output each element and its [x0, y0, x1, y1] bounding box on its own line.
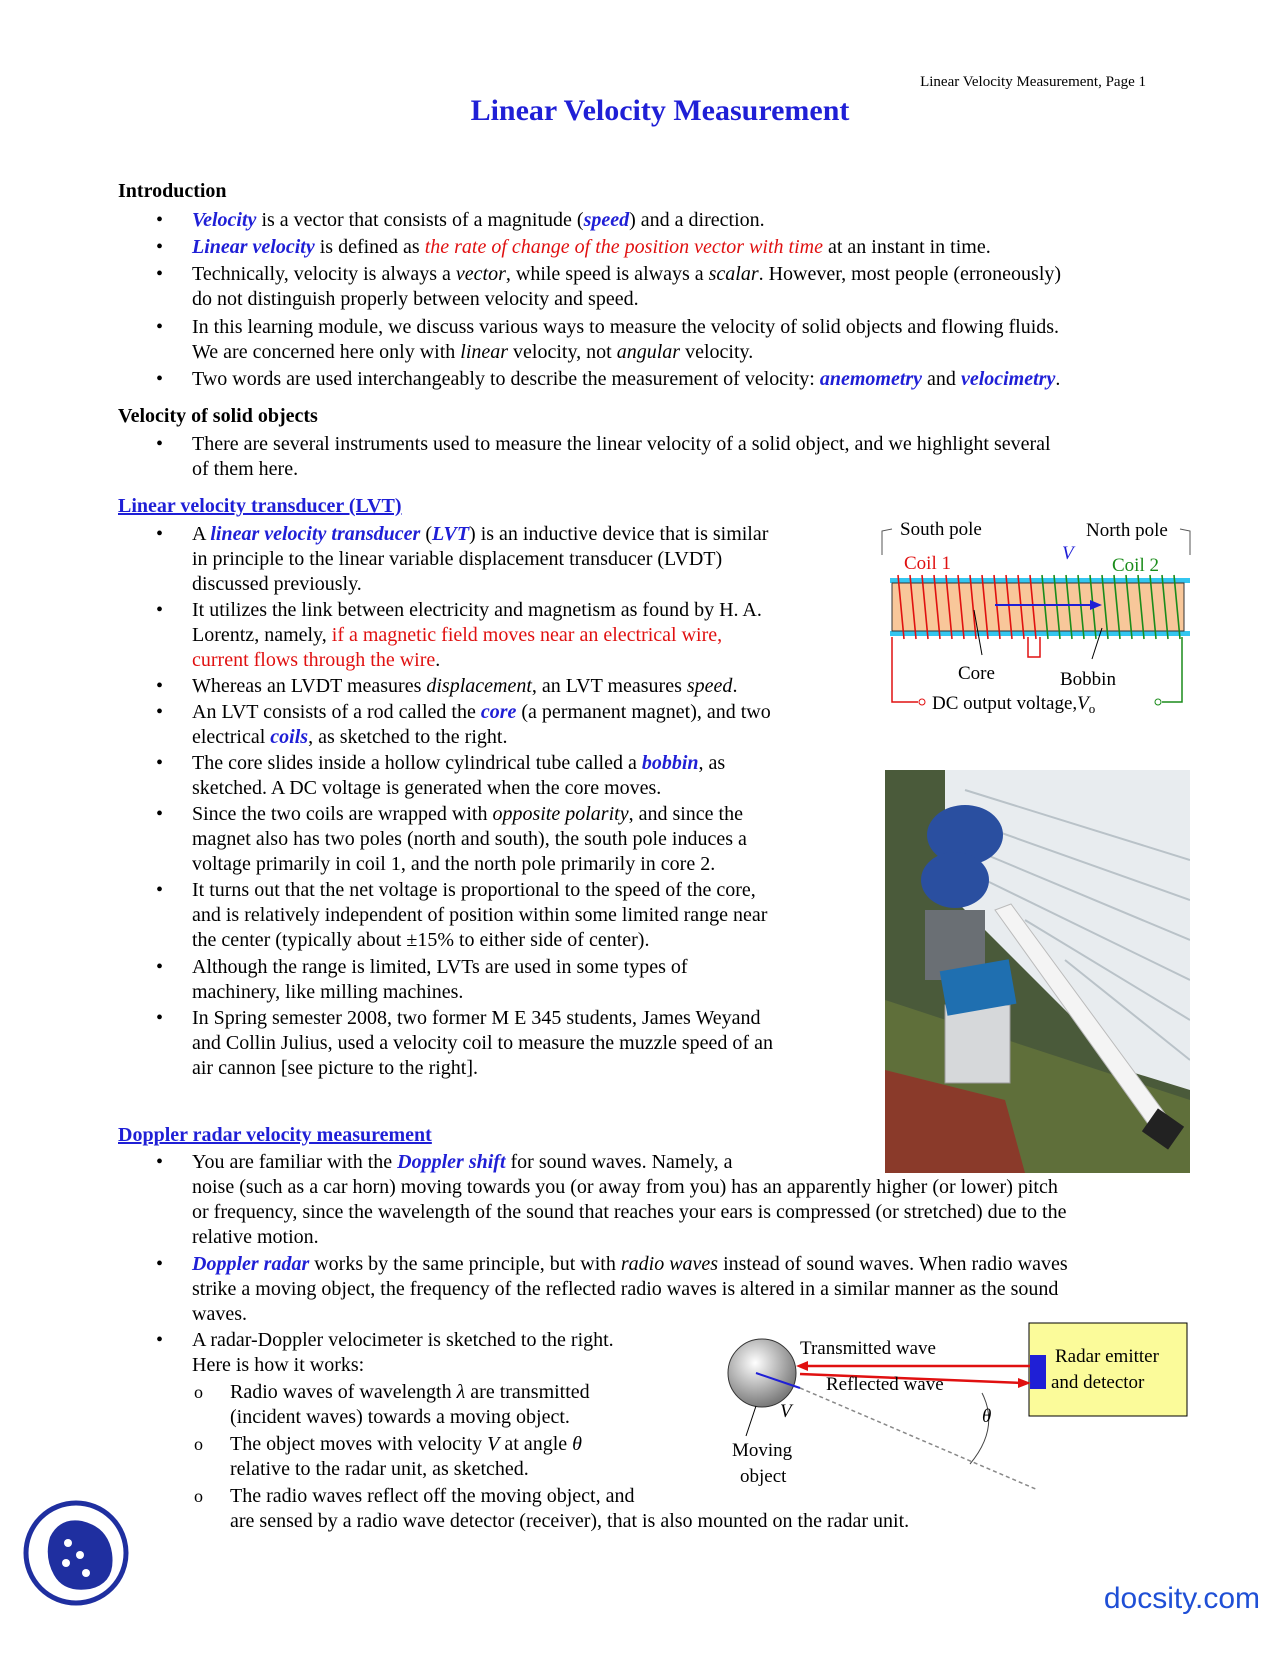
moving-object-ball [728, 1339, 796, 1407]
list-item: • A linear velocity transducer (LVT) is an inductive device that is similar in principle to the linear variable displacement transducer (LVDT) discussed previously. [156, 523, 769, 595]
bobbin-label: Bobbin [1060, 669, 1116, 690]
section-heading-solid-objects: Velocity of solid objects [118, 405, 318, 427]
list-item: • Whereas an LVDT measures displacement, an LVT measures speed. [156, 675, 738, 697]
docsity-logo-icon [20, 1497, 132, 1609]
photo-illustration [885, 770, 1190, 1173]
coil1-lead [892, 637, 918, 702]
document-title: Linear Velocity Measurement [470, 94, 850, 127]
velocity-label: V [1062, 543, 1074, 564]
list-item: • It turns out that the net voltage is proportional to the speed of the core, and is relatively independent of position within some limited range near the center (typically about ±15% to either side of center). [156, 879, 768, 951]
radar-antenna [1030, 1355, 1046, 1389]
coil2-label: Coil 2 [1112, 555, 1159, 576]
list-item: • Technically, velocity is always a vector, while speed is always a scalar. However, most people (erroneously) do not distinguish properly between velocity and speed. [156, 263, 1062, 310]
bobbin-bottom-rail [890, 631, 1190, 636]
list-item: • An LVT consists of a rod called the core (a permanent magnet), and two electrical coils, as sketched to the right. [156, 701, 771, 748]
moving-label-2: object [740, 1466, 787, 1487]
list-item: • Although the range is limited, LVTs are used in some types of machinery, like milling machines. [156, 956, 688, 1003]
object-leader [746, 1406, 756, 1436]
south-pole-label: South pole [900, 519, 982, 540]
path-dashed-line [800, 1388, 1038, 1490]
list-item: • Velocity is a vector that consists of a magnitude (speed) and a direction. [156, 209, 765, 231]
sub-list-item: o Radio waves of wavelength λ are transmitted (incident waves) towards a moving object. [194, 1381, 590, 1428]
lvt-diagram [870, 515, 1200, 740]
coil1-label: Coil 1 [904, 553, 951, 574]
section-link-doppler[interactable]: Doppler radar velocity measurement [118, 1124, 432, 1146]
radar-diagram [718, 1318, 1203, 1523]
north-pole-label: North pole [1086, 520, 1168, 541]
sub-list-item: o The radio waves reflect off the moving object, and are sensed by a radio wave detector (receiver), that is also mounted on the radar unit. [194, 1485, 910, 1532]
transmitted-arrowhead [796, 1361, 808, 1371]
list-item: • You are familiar with the Doppler shift for sound waves. Namely, a noise (such as a car horn) moving towards you (or away from you) has an apparently higher (or lower) pitch or frequency, since the wavelength of the sound that reaches your ears is compressed (or stretched) due to the relative motion. [156, 1151, 1067, 1248]
list-item: • In this learning module, we discuss various ways to measure the velocity of solid objects and flowing fluids. We are concerned here only with linear velocity, not angular velocity. [156, 316, 1060, 363]
velocity-v-label: V [780, 1401, 792, 1422]
list-item: • Doppler radar works by the same principle, but with radio waves instead of sound waves. When radio waves strike a moving object, the frequency of the reflected radio waves is altered in a similar manner as the sound waves. [156, 1253, 1068, 1325]
sub-list-item: o The object moves with velocity V at angle θ relative to the radar unit, as sketched. [194, 1433, 582, 1480]
section-link-lvt[interactable]: Linear velocity transducer (LVT) [118, 495, 402, 517]
coil2-lead [1162, 637, 1182, 702]
list-item: • In Spring semester 2008, two former M E 345 students, James Weyand and Collin Julius, used a velocity coil to measure the muzzle speed of an air cannon [see picture to the right]. [156, 1007, 773, 1079]
terminal-right [1155, 699, 1161, 705]
list-item: • Linear velocity is defined as the rate of change of the position vector with time at an instant in time. [156, 236, 991, 258]
terminal-left [919, 699, 925, 705]
air-cannon-photo [885, 770, 1190, 1173]
core-label: Core [958, 663, 995, 684]
radar-label-2: and detector [1051, 1372, 1145, 1393]
south-bracket [882, 529, 892, 555]
docsity-brand-link[interactable]: docsity.com [1103, 1582, 1260, 1615]
theta-label: θ [982, 1406, 992, 1427]
radar-label-1: Radar emitter [1055, 1346, 1159, 1367]
list-item: • The core slides inside a hollow cylindrical tube called a bobbin, as sketched. A DC voltage is generated when the core moves. [156, 752, 726, 799]
reflected-label: Reflected wave [826, 1374, 944, 1395]
center-tap [1028, 637, 1040, 657]
list-item: • Two words are used interchangeably to describe the measurement of velocity: anemometry and velocimetry. [156, 368, 1061, 390]
list-item: • It utilizes the link between electricity and magnetism as found by H. A. Lorentz, namely, if a magnetic field moves near an electrical wire, current flows through the wire. [156, 599, 762, 671]
output-voltage-label: DC output $voltage,V_o$ [932, 693, 1096, 716]
list-item: • Since the two coils are wrapped with opposite polarity, and since the magnet also has two poles (north and south), the south pole induces a voltage primarily in coil 1, and the north pole primarily in core 2. [156, 803, 747, 875]
radar-box [1029, 1323, 1187, 1416]
transmitted-label: Transmitted wave [800, 1338, 936, 1359]
moving-label-1: Moving [732, 1440, 793, 1461]
list-item: • There are several instruments used to measure the linear velocity of a solid object, and we highlight several of them here. [156, 433, 1051, 480]
angle-arc [970, 1393, 992, 1464]
north-bracket [1180, 529, 1190, 555]
section-heading-introduction: Introduction [118, 180, 227, 202]
list-item: • A radar-Doppler velocimeter is sketched to the right. Here is how it works: [156, 1329, 614, 1376]
page-header-label: Linear Velocity Measurement, Page 1 [920, 74, 1146, 90]
